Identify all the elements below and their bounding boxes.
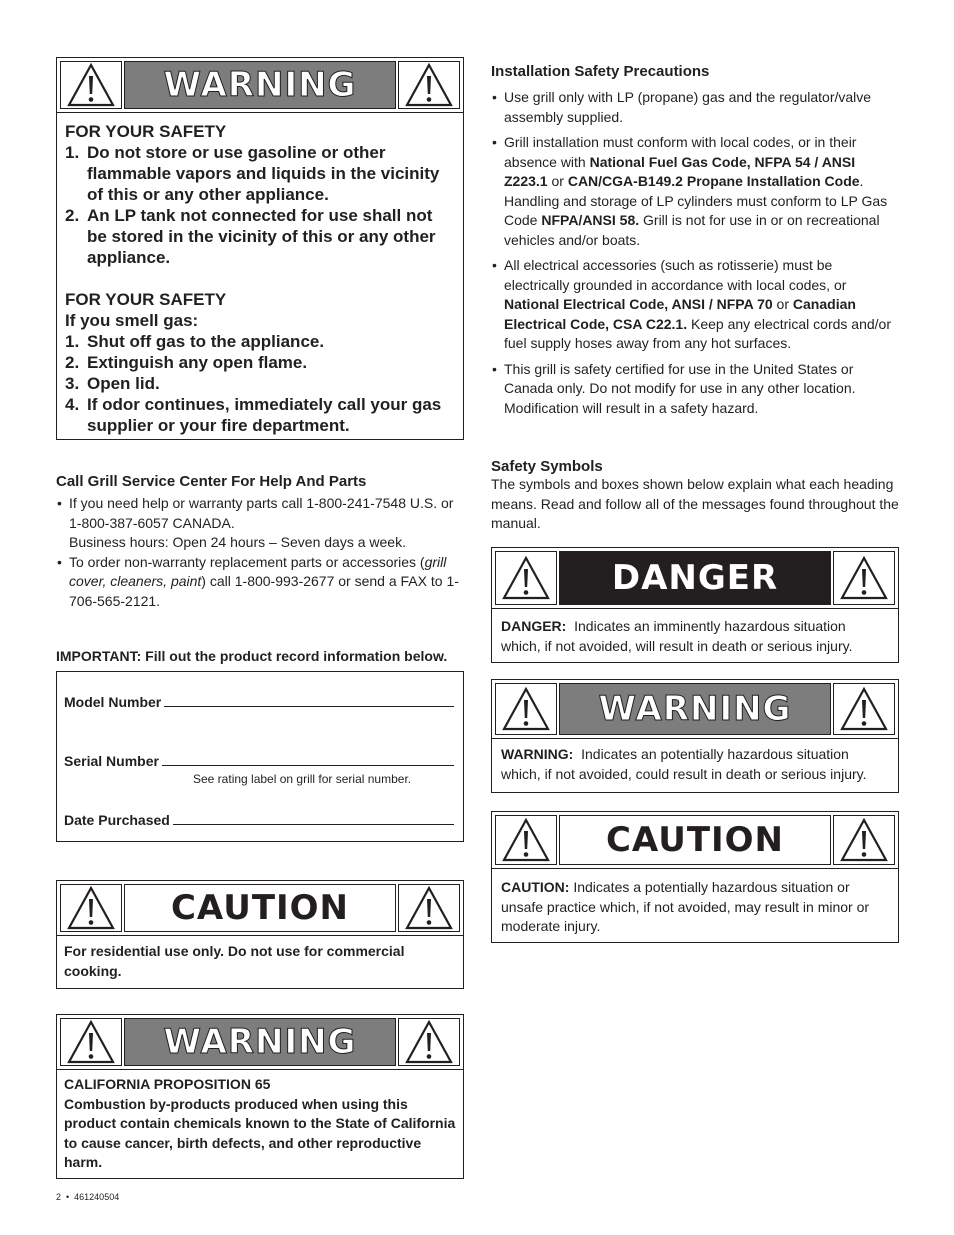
installation-section	[491, 63, 901, 424]
danger-box	[491, 547, 899, 663]
installation-title: Installation Safety Precautions	[491, 63, 710, 80]
install-item: • Grill installation must conform with local codes, or in their absence with National Fuel Gas Code, NFPA 54 / ANSI Z223.1 or CAN/CGA-B149.2 Propane Installation Code. Handling and storage of LP cylinders must conform to LP Gas Code NFPA/ANSI 58. Grill is not for use in or on recreational vehicles and/or boats.	[491, 133, 901, 250]
warning-triangle-icon	[495, 551, 557, 605]
warning-banner	[492, 680, 898, 739]
warning-box-prop65	[56, 1014, 464, 1179]
model-number-field[interactable]	[64, 694, 454, 710]
prop65-text: Combustion by-products produced when using this product contain chemicals known to the State of California to cause cancer, birth defects, and other reproductive harm.	[64, 1095, 456, 1170]
install-item: • Use grill only with LP (propane) gas and the regulator/valve assembly supplied.	[491, 88, 901, 127]
date-purchased-label: Date Purchased	[64, 812, 170, 828]
warning-box-symbol	[491, 679, 899, 793]
warning-triangle-icon	[833, 683, 895, 735]
warning-triangle-icon	[398, 61, 460, 109]
warning-triangle-icon	[398, 884, 460, 932]
banner-word: CAUTION	[559, 815, 831, 865]
safety-content	[57, 113, 463, 436]
gas-step: 2. Extinguish any open flame.	[65, 353, 308, 372]
important-note: IMPORTANT: Fill out the product record information below.	[56, 648, 448, 664]
gas-step: 4. If odor continues, immediately call your gas supplier or your fire department.	[65, 395, 442, 435]
warning-box-safety	[56, 57, 464, 440]
safety-symbols-title: Safety Symbols	[491, 458, 603, 475]
smell-gas-heading: If you smell gas:	[65, 311, 199, 330]
prop65-title: CALIFORNIA PROPOSITION 65	[64, 1076, 271, 1092]
warning-triangle-icon	[398, 1018, 460, 1066]
warning-triangle-icon	[495, 815, 557, 865]
serial-number-label: Serial Number	[64, 753, 159, 769]
safety-item: 2. An LP tank not connected for use shall not be stored in the vicinity of this or any other appliance.	[65, 206, 436, 267]
caution-banner	[57, 881, 463, 936]
warning-triangle-icon	[60, 61, 122, 109]
service-item-order: • To order non-warranty replacement parts or accessories (grill cover, cleaners, paint) call 1-800-993-2677 or send a FAX to 1-706-565-2121.	[56, 553, 464, 612]
safety-symbols-text: The symbols and boxes shown below explain what each heading means. Read and follow all of the messages found throughout the manual.	[491, 476, 899, 531]
warning-triangle-icon	[833, 551, 895, 605]
danger-banner	[492, 548, 898, 609]
gas-step: 1. Shut off gas to the appliance.	[65, 332, 325, 351]
prop65-content	[57, 1070, 463, 1178]
safety-heading: FOR YOUR SAFETY	[65, 290, 227, 309]
safety-heading: FOR YOUR SAFETY	[65, 122, 227, 141]
banner-word: DANGER	[559, 551, 831, 605]
caution-text: For residential use only. Do not use for commercial cooking.	[64, 943, 405, 979]
banner-word: WARNING	[124, 61, 396, 109]
model-number-label: Model Number	[64, 694, 162, 710]
serial-number-field[interactable]	[64, 753, 454, 769]
warning-description: WARNING: Indicates an potentially hazardous situation which, if not avoided, could result in death or serious injury.	[501, 746, 867, 782]
install-item: • All electrical accessories (such as rotisserie) must be electrically grounded in accordance with local codes, or National Electrical Code, ANSI / NFPA 70 or Canadian Electrical Code, CSA C22.1. Keep any electrical cords and/or fuel supply hoses away from any hot surfaces.	[491, 256, 901, 354]
service-section	[56, 473, 464, 617]
product-record-box	[56, 671, 464, 842]
serial-note: See rating label on grill for serial number.	[193, 772, 412, 786]
safety-symbols-section	[491, 458, 903, 534]
caution-box-symbol	[491, 811, 899, 943]
warning-banner	[57, 1015, 463, 1070]
warning-triangle-icon	[833, 815, 895, 865]
danger-description: DANGER: Indicates an imminently hazardous situation which, if not avoided, will result in death or serious injury.	[501, 618, 853, 654]
page-footer: 2 • 461240504	[56, 1192, 120, 1202]
service-item-help: • If you need help or warranty parts call 1-800-241-7548 U.S. or 1-800-387-6057 CANADA. Business hours: Open 24 hours – Seven days a week.	[56, 494, 464, 553]
gas-step: 3. Open lid.	[65, 374, 160, 393]
warning-triangle-icon	[495, 683, 557, 735]
date-purchased-field[interactable]	[64, 812, 454, 828]
banner-word: WARNING	[124, 1018, 396, 1066]
safety-item: 1. Do not store or use gasoline or other flammable vapors and liquids in the vicinity of this or any other appliance.	[65, 143, 440, 204]
caution-banner	[492, 812, 898, 869]
warning-triangle-icon	[60, 884, 122, 932]
warning-triangle-icon	[60, 1018, 122, 1066]
service-title: Call Grill Service Center For Help And Parts	[56, 473, 367, 490]
caution-description: CAUTION: Indicates a potentially hazardous situation or unsafe practice which, if not avoided, may result in minor or moderate injury.	[501, 879, 873, 934]
banner-word: CAUTION	[124, 884, 396, 932]
warning-banner	[57, 58, 463, 113]
install-item: • This grill is safety certified for use in the United States or Canada only. Do not modify for use in any other location. Modification will result in a safety hazard.	[491, 360, 901, 419]
caution-box-residential	[56, 880, 464, 989]
banner-word: WARNING	[559, 683, 831, 735]
